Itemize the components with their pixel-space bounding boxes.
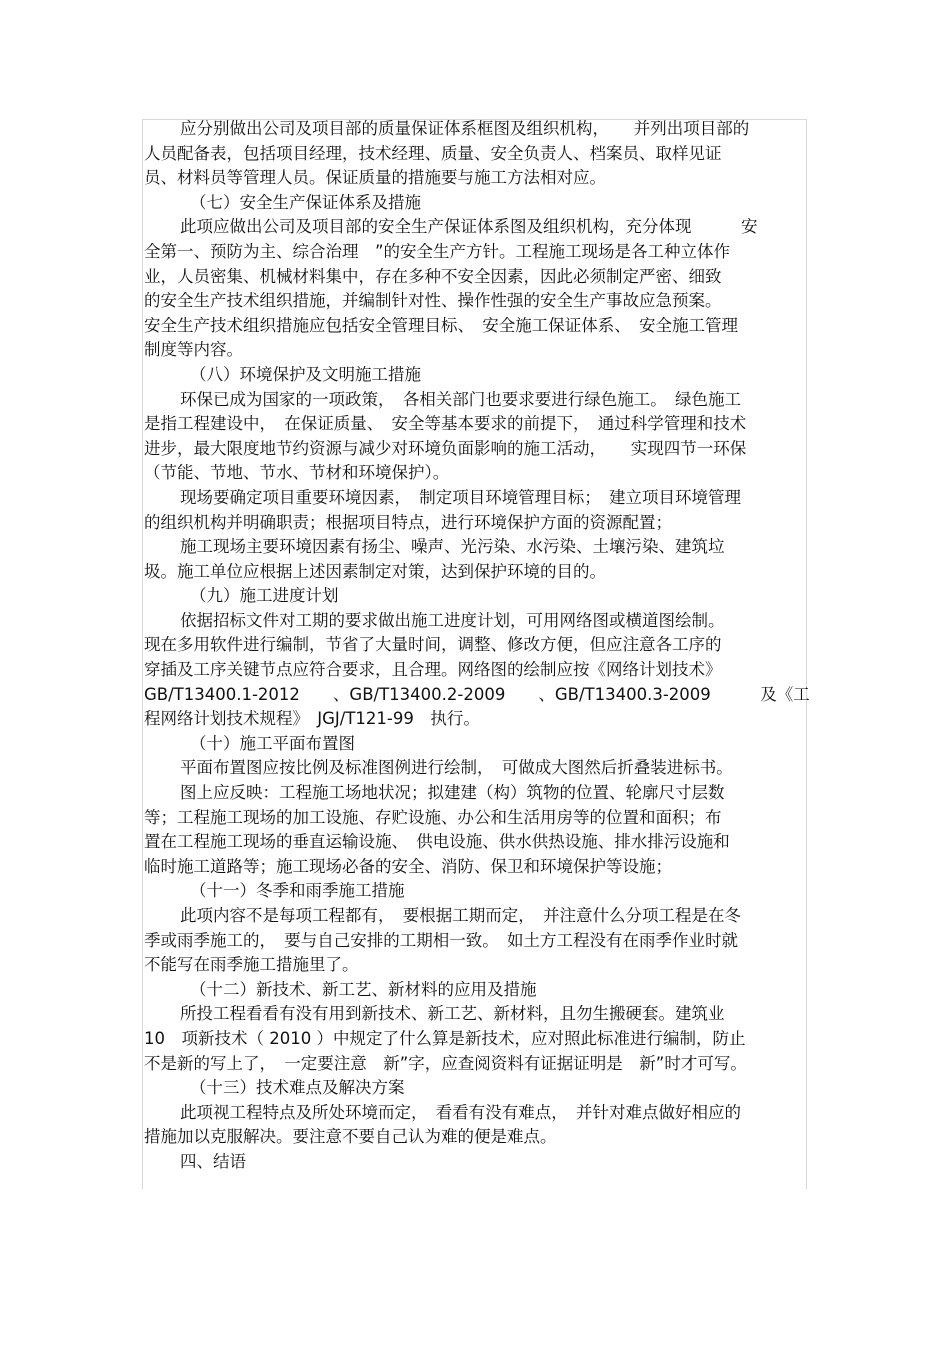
paragraph-line: 现场要确定项目重要环境因素， 制定项目环境管理目标； 建立项目环境管理 — [180, 487, 741, 507]
paragraph-line: 不能写在雨季施工措施里了。 — [144, 955, 359, 975]
paragraph-line: 置在工程施工现场的垂直运输设施、 供电设施、供水供热设施、排水排污设施和 — [144, 832, 730, 852]
section-heading: 四、结语 — [180, 1151, 246, 1171]
section-heading: （十三）技术难点及解决方案 — [190, 1078, 405, 1098]
paragraph-line: 季或雨季施工的， 要与自己安排的工期相一致。 如土方工程没有在雨季作业时就 — [144, 930, 738, 950]
paragraph-line: 人员配备表，包括项目经理，技术经理、质量、安全负责人、档案员、取样见证 — [144, 143, 722, 163]
paragraph-line: GB/T13400.1-2012 、GB/T13400.2-2009 、GB/T13400.3-2009 及《工 — [144, 684, 810, 704]
paragraph-line: 穿插及工序关键节点应符合要求，且合理。网络图的绘制应按《网络计划技术》 — [144, 660, 722, 680]
paragraph-line: 此项应做出公司及项目部的安全生产保证体系图及组织机构，充分体现 安 — [180, 217, 758, 237]
section-heading: （七）安全生产保证体系及措施 — [190, 192, 421, 212]
section-heading: （十一）冬季和雨季施工措施 — [190, 881, 405, 901]
paragraph-line: 临时施工道路等；施工现场必备的安全、消防、保卫和环境保护等设施； — [144, 856, 672, 876]
page-frame-right-border — [806, 119, 807, 1189]
paragraph-line: 此项视工程特点及所处环境而定， 看看有没有难点， 并针对难点做好相应的 — [180, 1102, 741, 1122]
page-frame-left-border — [142, 119, 143, 1189]
paragraph-line: 是指工程建设中， 在保证质量、 安全等基本要求的前提下， 通过科学管理和技术 — [144, 414, 747, 434]
section-heading: （八）环境保护及文明施工措施 — [190, 364, 421, 384]
section-heading: （十）施工平面布置图 — [190, 733, 355, 753]
paragraph-line: 现在多用软件进行编制，节省了大量时间，调整、修改方便，但应注意各工序的 — [144, 635, 722, 655]
paragraph-line: 环保已成为国家的一项政策， 各相关部门也要求要进行绿色施工。 绿色施工 — [180, 389, 741, 409]
paragraph-line: 制度等内容。 — [144, 340, 243, 360]
document-body — [144, 117, 810, 1175]
paragraph-line: 所投工程看看有没有用到新技术、新工艺、新材料，且勿生搬硬套。建筑业 — [180, 1004, 725, 1024]
paragraph-line: 施工现场主要环境因素有扬尘、噪声、光污染、水污染、土壤污染、建筑垃 — [180, 537, 725, 557]
paragraph-line: 不是新的写上了， 一定要注意 新”字，应查阅资料有证据证明是 新”时才可写。 — [144, 1053, 747, 1073]
section-heading: （九）施工进度计划 — [190, 586, 339, 606]
paragraph-line: （节能、节地、节水、节材和环境保护）。 — [144, 463, 450, 483]
paragraph-line: 依据招标文件对工期的要求做出施工进度计划，可用网络图或横道图绘制。 — [180, 610, 725, 630]
paragraph-line: 全第一、预防为主、综合治理 ”的安全生产方针。工程施工现场是各工种立体作 — [144, 241, 731, 261]
paragraph-line: 的组织机构并明确职责；根据项目特点，进行环境保护方面的资源配置； — [144, 512, 672, 532]
paragraph-line: 员、材料员等管理人员。保证质量的措施要与施工方法相对应。 — [144, 168, 606, 188]
paragraph-line: 图上应反映：工程施工场地状况；拟建建（构）筑物的位置、轮廓尺寸层数 — [180, 783, 725, 803]
paragraph-line: 程网络计划技术规程》 JGJ/T121-99 执行。 — [144, 709, 480, 729]
paragraph-line: 10 项新技术（ 2010 ）中规定了什么算是新技术，应对照此标准进行编制，防止 — [144, 1028, 746, 1048]
paragraph-line: 圾。施工单位应根据上述因素制定对策，达到保护环境的目的。 — [144, 561, 606, 581]
paragraph-line: 措施加以克服解决。要注意不要自己认为难的便是难点。 — [144, 1127, 557, 1147]
paragraph-line: 此项内容不是每项工程都有， 要根据工期而定， 并注意什么分项工程是在冬 — [180, 906, 741, 925]
paragraph-line: 安全生产技术组织措施应包括安全管理目标、 安全施工保证体系、 安全施工管理 — [144, 315, 738, 335]
paragraph-line: 应分别做出公司及项目部的质量保证体系框图及组织机构， 并列出项目部的 — [180, 119, 750, 138]
paragraph-line: 平面布置图应按比例及标准图例进行绘制， 可做成大图然后折叠装进标书。 — [180, 758, 733, 778]
paragraph-line: 业，人员密集、机械材料集中，存在多种不安全因素，因此必须制定严密、细致 — [144, 266, 722, 286]
paragraph-line: 等；工程施工现场的加工设施、存贮设施、办公和生活用房等的位置和面积；布 — [144, 807, 722, 827]
paragraph-line: 的安全生产技术组织措施，并编制针对性、操作性强的安全生产事故应急预案。 — [144, 291, 722, 311]
section-heading: （十二）新技术、新工艺、新材料的应用及措施 — [190, 979, 537, 999]
paragraph-line: 进步，最大限度地节约资源与减少对环境负面影响的施工活动， 实现四节一环保 — [144, 438, 747, 458]
